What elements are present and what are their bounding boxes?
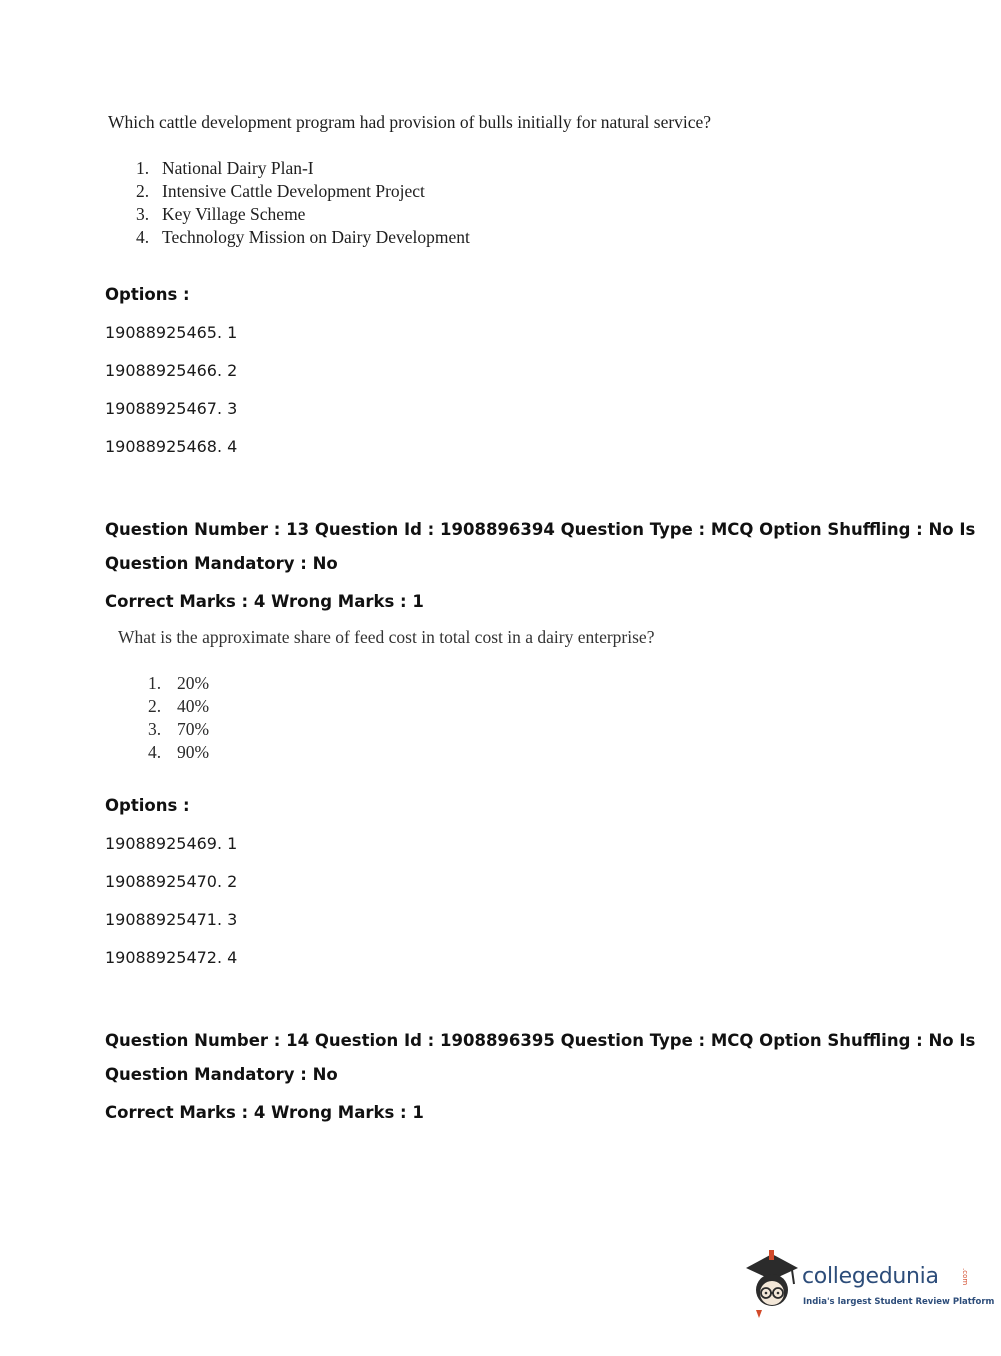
- choice-number: 2.: [148, 696, 162, 716]
- question-13-meta-line-1: Question Number : 13 Question Id : 1908896394 Question Type : MCQ Option Shuffling : No Is: [105, 520, 976, 539]
- question-13-choice-3: [148, 719, 209, 740]
- option-item: 19088925471. 3: [105, 910, 238, 929]
- choice-text: National Dairy Plan-I: [162, 158, 314, 178]
- logo-wordmark: collegedunia: [802, 1264, 939, 1289]
- logo-suffix: .com: [961, 1268, 969, 1286]
- question-12-choice-2: [136, 181, 425, 202]
- question-12-choice-3: [136, 204, 305, 225]
- question-14-meta-line-1: Question Number : 14 Question Id : 1908896395 Question Type : MCQ Option Shuffling : No Is: [105, 1031, 976, 1050]
- choice-text: 90%: [177, 742, 210, 762]
- choice-text: 70%: [177, 719, 210, 739]
- choice-text: 40%: [177, 696, 210, 716]
- options-label: Options :: [105, 285, 190, 304]
- question-12-text: Which cattle development program had provision of bulls initially for natural service?: [108, 112, 712, 132]
- choice-number: 4.: [148, 742, 162, 762]
- question-14-marks: Correct Marks : 4 Wrong Marks : 1: [105, 1103, 424, 1122]
- choice-number: 2.: [136, 181, 150, 201]
- question-13-choice-1: [148, 673, 209, 694]
- option-item: 19088925472. 4: [105, 948, 238, 967]
- choice-text: Key Village Scheme: [162, 204, 306, 224]
- choice-number: 3.: [148, 719, 162, 739]
- question-13-marks: Correct Marks : 4 Wrong Marks : 1: [105, 592, 424, 611]
- question-14-meta-line-2: Question Mandatory : No: [105, 1065, 338, 1084]
- options-label: Options :: [105, 796, 190, 815]
- question-13-choice-2: [148, 696, 209, 717]
- question-12-choice-4: [136, 227, 470, 248]
- choice-text: Technology Mission on Dairy Development: [162, 227, 470, 247]
- question-13-choice-4: [148, 742, 209, 763]
- question-13-text: What is the approximate share of feed cost in total cost in a dairy enterprise?: [118, 627, 655, 647]
- choice-number: 3.: [136, 204, 150, 224]
- option-item: 19088925469. 1: [105, 834, 238, 853]
- option-item: 19088925467. 3: [105, 399, 238, 418]
- choice-number: 4.: [136, 227, 150, 247]
- choice-number: 1.: [136, 158, 150, 178]
- option-item: 19088925466. 2: [105, 361, 238, 380]
- collegedunia-logo: [742, 1248, 995, 1320]
- option-item: 19088925468. 4: [105, 437, 238, 456]
- question-12-choice-1: [136, 158, 314, 179]
- mascot-icon: [742, 1248, 802, 1320]
- question-13-meta-line-2: Question Mandatory : No: [105, 554, 338, 573]
- choice-text: 20%: [177, 673, 210, 693]
- choice-text: Intensive Cattle Development Project: [162, 181, 425, 201]
- logo-tagline: India's largest Student Review Platform: [803, 1297, 995, 1307]
- option-item: 19088925465. 1: [105, 323, 238, 342]
- option-item: 19088925470. 2: [105, 872, 238, 891]
- choice-number: 1.: [148, 673, 162, 693]
